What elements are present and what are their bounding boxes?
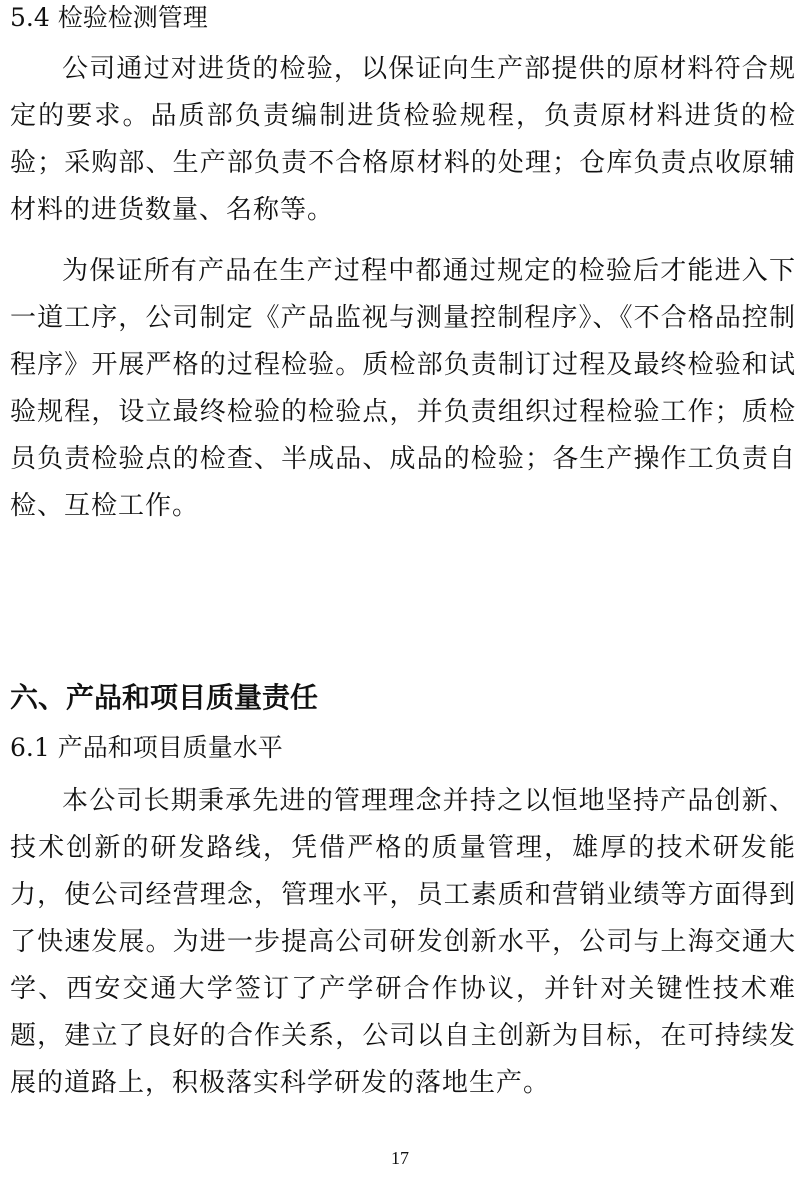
section-5-4-title: 5.4 检验检测管理 [10, 3, 208, 32]
section-5-4-paragraph-2: 为保证所有产品在生产过程中都通过规定的检验后才能进入下一道工序，公司制定《产品监视与测量控制程序》、《不合格品控制程序》开展严格的过程检验。质检部负责制订过程及最终检验和试验规程，设立最终检验的检验点，并负责组织过程检验工作；质检员负责检验点的检查、半成品、成品的检验；各生产操作工负责自检、互检工作。 [10, 256, 796, 521]
section-6-1-title: 6.1 产品和项目质量水平 [10, 733, 283, 762]
section-6-1-paragraph-1: 本公司长期秉承先进的管理理念并持之以恒地坚持产品创新、技术创新的研发路线，凭借严格的质量管理，雄厚的技术研发能力，使公司经营理念，管理水平，员工素质和营销业绩等方面得到了快速发展。为进一步提高公司研发创新水平，公司与上海交通大学、西安交通大学签订了产学研合作协议，并针对关键性技术难题，建立了良好的合作关系，公司以自主创新为目标，在可持续发展的道路上，积极落实科学研发的落地生产。 [10, 786, 796, 1098]
section-5-4-paragraph-1: 公司通过对进货的检验，以保证向生产部提供的原材料符合规定的要求。品质部负责编制进货检验规程，负责原材料进货的检验；采购部、生产部负责不合格原材料的处理；仓库负责点收原辅材料的进货数量、名称等。 [10, 54, 796, 225]
page-number: 17 [391, 1148, 409, 1168]
chapter-6-title: 六、产品和项目质量责任 [10, 681, 319, 714]
